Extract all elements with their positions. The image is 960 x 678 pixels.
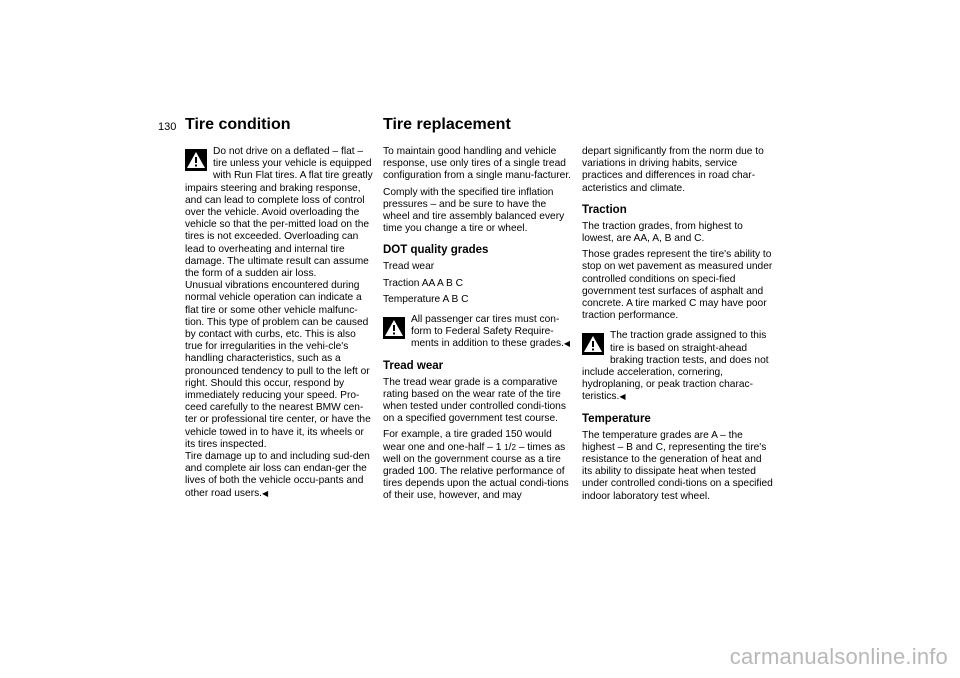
traction-warning-block bbox=[582, 330, 774, 403]
middle-column bbox=[383, 146, 575, 507]
tread-wear-p2-end: – times as well on the government course as a tire graded 100. The relative performance of tires depends upon the actual condi-tions of their use, however, and may bbox=[383, 441, 569, 502]
heading-temperature: Temperature bbox=[582, 412, 651, 425]
fraction-numerator: 1 bbox=[504, 442, 509, 452]
end-marker: ◀ bbox=[262, 488, 269, 498]
heading-tread-wear: Tread wear bbox=[383, 359, 444, 372]
tread-wear-paragraph-2: For example, a tire graded 150 would wear one and one-half – 1 $^1$/2 – times as well on the government course as a tire graded 100. The relative performance of tires depends upon the actual condi-tions of their use, however, and may bbox=[383, 429, 569, 502]
warning-text-3: Tire damage up to and including sud-den and complete air loss can endan-ger the lives of both the vehicle occu-pants and other road users. bbox=[185, 451, 370, 499]
intro-paragraph-2: Comply with the specified tire inflation pressures – and be sure to have the wheel and tire assembly balanced every time you change a tire or wheel. bbox=[383, 186, 565, 235]
left-column bbox=[185, 146, 375, 504]
continuation-paragraph: depart significantly from the norm due to variations in driving habits, service practices and differences in road char-acteristics and climate. bbox=[582, 146, 764, 194]
page-number: 130 bbox=[158, 121, 177, 133]
tread-wear-paragraph-1: The tread wear grade is a comparative rating based on the wear rate of the tire when tested under controlled condi-tions on a specified government test course. bbox=[383, 376, 566, 425]
heading-tire-replacement: Tire replacement bbox=[383, 116, 511, 133]
warning-block bbox=[185, 146, 375, 500]
right-column bbox=[582, 146, 774, 507]
warning-triangle-icon bbox=[185, 149, 207, 171]
warning-triangle-icon bbox=[582, 333, 604, 355]
dot-warning-text: All passenger car tires must con-form to Federal Safety Require-ments in addition to these grades. bbox=[411, 314, 564, 350]
fraction-denominator: 2 bbox=[511, 442, 516, 452]
heading-dot-quality-grades: DOT quality grades bbox=[383, 244, 489, 257]
traction-warning-text: The traction grade assigned to this tire is based on straight-ahead braking traction tests, and does not include acceleration, cornering, hydroplaning, or peak traction charac-teristics. bbox=[582, 330, 769, 403]
end-marker: ◀ bbox=[563, 339, 571, 349]
traction-paragraph-1: The traction grades, from highest to lowest, are AA, A, B and C. bbox=[582, 220, 743, 245]
temperature-paragraph-1: The temperature grades are A – the highest – B and C, representing the tire's resistance to the generation of heat and its ability to dissipate heat when tested under controlled condi-tions on a specified indoor laboratory test wheel. bbox=[582, 429, 773, 502]
heading-tire-condition: Tire condition bbox=[185, 116, 291, 133]
end-marker: ◀ bbox=[619, 392, 626, 402]
intro-paragraph-1: To maintain good handling and vehicle response, use only tires of a single tread configuration from a single manu-facturer. bbox=[383, 146, 571, 182]
warning-triangle-icon bbox=[383, 317, 405, 339]
traction-paragraph-2: Those grades represent the tire's ability to stop on wet pavement as measured under controlled conditions on speci-fied government test surfaces of asphalt and concrete. A tire marked C may have poor traction performance. bbox=[582, 249, 773, 322]
dot-warning-block bbox=[383, 314, 575, 351]
dot-line-temperature: Temperature A B C bbox=[383, 293, 469, 305]
dot-line-traction: Traction AA A B C bbox=[383, 277, 464, 289]
heading-traction: Traction bbox=[582, 203, 627, 216]
tread-wear-p2-start: For example, a tire graded 150 would wear one and one-half – 1 bbox=[383, 429, 552, 453]
warning-text-2: Unusual vibrations encountered during normal vehicle operation can indicate a flat tire or some other vehicle malfunc-tion. This type of problem can be caused by contact with curbs, etc. This is also true for irregularities in the vehi-cle's handling characteristics, such as a pronounced tendency to pull to the left or right. Should this occur, respond by immediately reducing your speed. Pro-ceed carefully to the nearest BMW cen-ter or professional tire center, or have the vehicle towed in to have it, its wheels or its tires inspected. bbox=[185, 280, 371, 450]
watermark: carmanualsonline.info bbox=[729, 644, 948, 669]
warning-text-1: Do not drive on a deflated – flat – tire unless your vehicle is equipped with Run Flat tires. A flat tire greatly impairs steering and braking response, and can lead to complete loss of control over the vehicle. Avoid overloading the vehicle so that the per-mitted load on the tires is not exceeded. Overloading can lead to overheating and internal tire damage. The ultimate result can assume the form of a sudden air loss. bbox=[185, 146, 373, 280]
dot-line-tread-wear: Tread wear bbox=[383, 261, 435, 273]
